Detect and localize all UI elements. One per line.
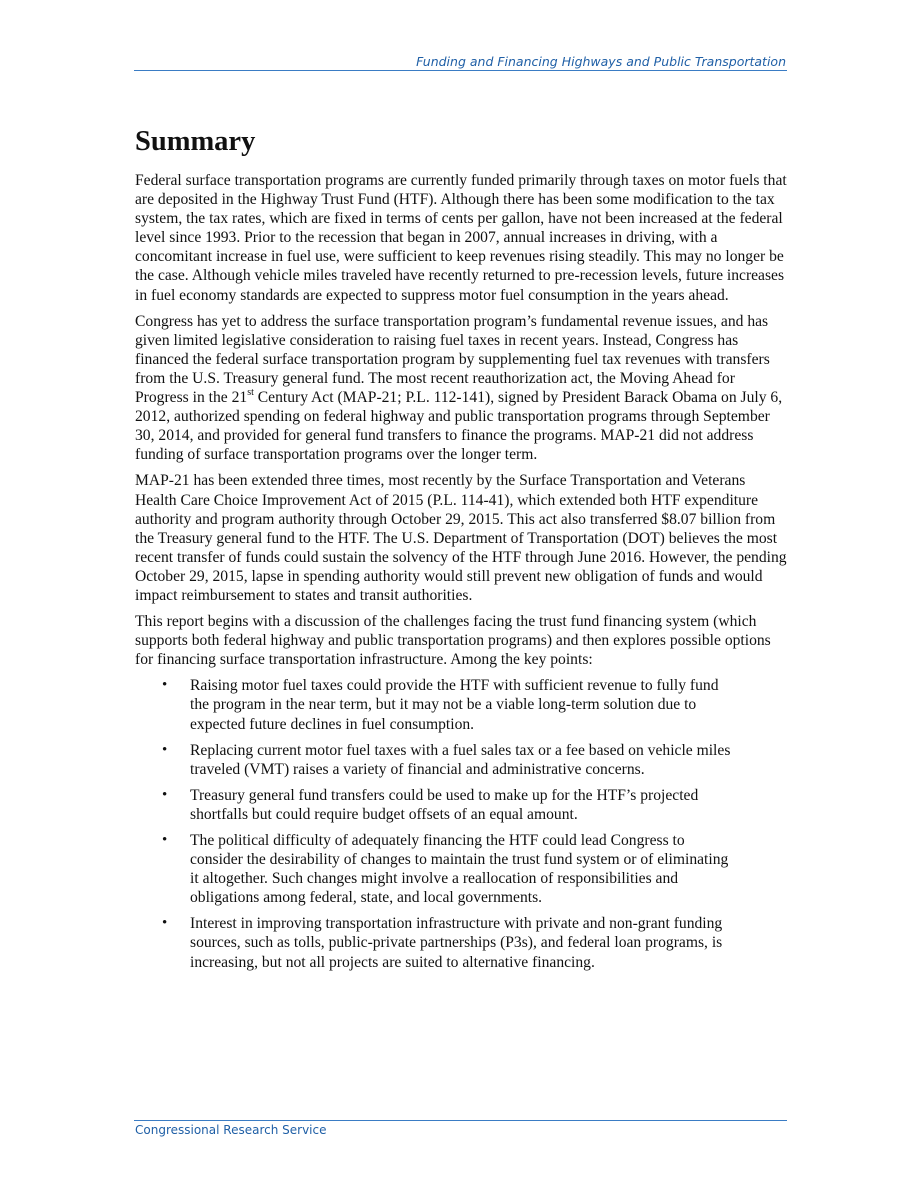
key-points-list: [135, 676, 732, 971]
header-rule: [134, 70, 787, 71]
page-title: Summary: [135, 126, 256, 157]
paragraph-4: This report begins with a discussion of the challenges facing the trust fund financing system (which supports both federal highway and public transportation programs) and then explores possible options for financing surface transportation infrastructure. Among the key points:: [135, 613, 771, 669]
bullet-icon: •: [162, 832, 168, 848]
bullet-icon: •: [162, 741, 168, 758]
key-point-text: Replacing current motor fuel taxes with a fuel sales tax or a fee based on vehicle miles traveled (VMT) raises a variety of financial and administrative concerns.: [190, 741, 731, 778]
key-point-item: [162, 831, 732, 907]
key-point-text: The political difficulty of adequately financing the HTF could lead Congress to consider the desirability of changes to maintain the trust fund system or of eliminating it altogether. Such changes might involve a reallocation of responsibilities and obligations among federal, state, and local governments.: [190, 832, 729, 907]
footer-rule: [134, 1120, 787, 1121]
paragraph-1: Federal surface transportation programs are currently funded primarily through taxes on motor fuels that are deposited in the Highway Trust Fund (HTF). Although there has been some modification to the tax system, the tax rates, which are fixed in terms of cents per gallon, have not been increased at the federal level since 1993. Prior to the recession that began in 2007, annual increases in driving, with a concomitant increase in fuel use, were sufficient to keep revenues rising steadily. This may no longer be the case. Although vehicle miles traveled have recently returned to pre-recession levels, future increases in fuel economy standards are expected to suppress motor fuel consumption in the years ahead.: [135, 172, 787, 304]
paragraph-2-text-a: Congress has yet to address the surface transportation program’s fundamental revenue issues, and has given limited legislative consideration to raising fuel taxes in recent years. Instead, Congress has financed the federal surface transportation program by supplementing fuel tax revenues with transfers from the U.S. Treasury general fund. The most recent reauthorization act, the Moving Ahead for Progress in the 21: [135, 312, 770, 407]
bullet-icon: •: [162, 786, 168, 803]
key-point-item: [162, 741, 732, 779]
bullet-icon: •: [162, 677, 168, 694]
bullet-icon: •: [162, 915, 168, 932]
paragraph-2-text-b: Century Act (MAP-21; P.L. 112-141), signed by President Barack Obama on July 6, 2012, authorized spending on federal highway and public transportation programs through September 30, 2014, and provided for general fund transfers to finance the programs. MAP-21 did not address funding of surface transportation programs over the longer term.: [135, 389, 783, 464]
page-content: [135, 124, 787, 979]
key-point-text: Interest in improving transportation infrastructure with private and non-grant funding sources, such as tolls, public-private partnerships (P3s), and federal loan programs, is increasing, but not all projects are suited to alternative financing.: [190, 915, 723, 971]
key-point-item: [162, 786, 732, 824]
key-point-item: [162, 676, 732, 733]
paragraph-3: MAP-21 has been extended three times, most recently by the Surface Transportation and Veterans Health Care Choice Improvement Act of 2015 (P.L. 114-41), which extended both HTF expenditure authority and program authority through October 29, 2015. This act also transferred $8.07 billion from the Treasury general fund to the HTF. The U.S. Department of Transportation (DOT) believes the most recent transfer of funds could sustain the solvency of the HTF through June 2016. However, the pending October 29, 2015, lapse in spending authority would still prevent new obligation of funds and would impact reimbursement to states and transit authorities.: [135, 472, 787, 604]
key-point-text: Treasury general fund transfers could be used to make up for the HTF’s projected shortfalls but could require budget offsets of an equal amount.: [190, 786, 699, 823]
paragraph-2: [135, 312, 787, 465]
footer-source: Congressional Research Service: [135, 1123, 327, 1137]
running-header: Funding and Financing Highways and Public Transportation: [416, 54, 786, 69]
key-point-item: [162, 914, 732, 971]
ordinal-superscript: st: [247, 386, 254, 398]
key-point-text: Raising motor fuel taxes could provide the HTF with sufficient revenue to fully fund the program in the near term, but it may not be a viable long-term solution due to expected future declines in fuel consumption.: [190, 677, 719, 733]
